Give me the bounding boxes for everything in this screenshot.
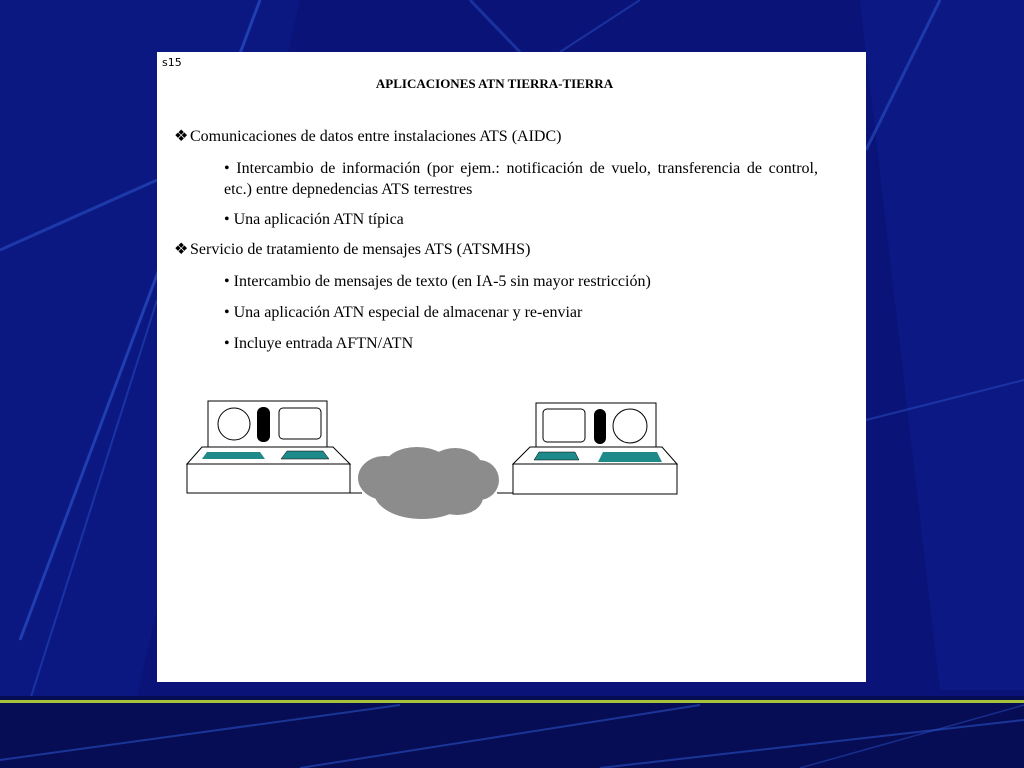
network-diagram	[157, 52, 866, 682]
console-icon	[187, 401, 350, 493]
dot-bullet-icon: •	[224, 273, 230, 290]
section-2-item-3-text: Incluye entrada AFTN/ATN	[233, 335, 414, 352]
section-1-item-1-text: Intercambio de información (por ejem.: notificación de vuelo, transferencia de control, etc.) entre depnedencias ATS terrestres	[224, 160, 818, 198]
dot-bullet-icon: •	[224, 160, 230, 177]
diamond-bullet-icon: ❖	[174, 241, 189, 258]
slide-title: APLICACIONES ATN TIERRA-TIERRA	[375, 76, 614, 91]
section-1-item-2-text: Una aplicación ATN típica	[233, 211, 404, 228]
dot-bullet-icon: •	[224, 304, 230, 321]
section-2-item-1-text: Intercambio de mensajes de texto (en IA-5 sin mayor restricción)	[233, 273, 651, 290]
console-icon	[513, 403, 677, 494]
dot-bullet-icon: •	[224, 335, 230, 352]
section-2-item-2-text: Una aplicación ATN especial de almacenar y re-enviar	[233, 304, 583, 321]
dot-bullet-icon: •	[224, 211, 230, 228]
section-2-text: Servicio de tratamiento de mensajes ATS (ATSMHS)	[190, 241, 531, 258]
section-1-text: Comunicaciones de datos entre instalaciones ATS (AIDC)	[190, 128, 562, 145]
slide-page	[157, 52, 866, 682]
slide-id: s15	[162, 56, 182, 69]
diamond-bullet-icon: ❖	[174, 128, 189, 145]
cloud-network-icon	[358, 447, 499, 519]
